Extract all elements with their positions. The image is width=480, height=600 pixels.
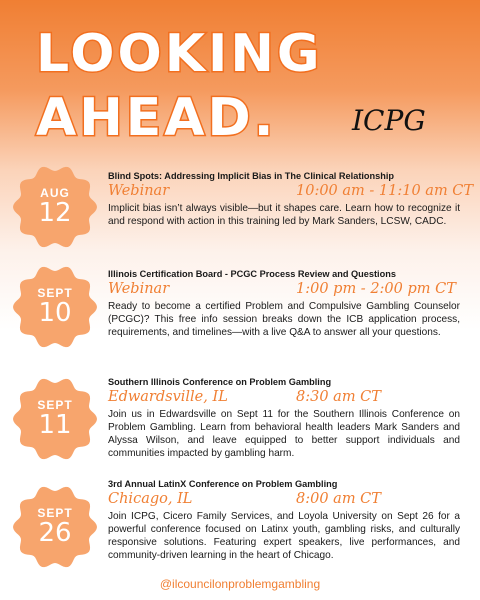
event-meta [108,280,460,300]
event-description: Ready to become a certified Problem and Compulsive Gambling Counselor (PCGC)? This free info session breaks down the ICB application process, requirements, and timelines—with a live Q&A to answer all your questions. [108,301,460,338]
event-time: 8:00 am CT [296,491,381,507]
badge-day: 10 [38,298,72,328]
event-description: Join us in Edwardsville on Sept 11 for the Southern Illinois Conference on Problem Gambling. Learn from behavioral health leaders Mark Sanders and Alyssa Wilson, and leave equipped to better support individuals and communities impacted by gambling harm. [108,409,460,459]
date-badge-sept-11 [12,376,98,462]
badge-month: AUG [40,186,70,200]
event-blind-spots [108,170,474,228]
badge-day: 26 [38,518,72,548]
event-time: 10:00 am - 11:10 am CT [296,183,474,199]
event-format: Chicago, IL [108,491,193,507]
event-meta [108,388,460,408]
headline-looking: LOOKING [36,24,323,84]
event-meta [108,490,460,510]
event-southern-illinois [108,376,460,460]
event-title: Illinois Certification Board - PCGC Process Review and Questions [108,269,396,279]
event-description: Implicit bias isn’t always visible—but it shapes care. Learn how to recognize it and respond with action in this training led by Mark Sanders, LCSW, CADC. [108,203,460,227]
event-format: Webinar [108,183,170,199]
org-wordmark: ICPG [352,104,426,137]
event-meta [108,182,474,202]
event-latinx-conference [108,478,460,562]
badge-day: 12 [38,198,72,228]
event-format: Edwardsville, IL [108,389,228,405]
event-time: 1:00 pm - 2:00 pm CT [296,281,456,297]
event-icb-pcgc [108,268,460,339]
headline-ahead: AHEAD. [36,88,277,148]
date-badge-sept-26 [12,484,98,570]
badge-month: SEPT [37,286,73,300]
event-description: Join ICPG, Cicero Family Services, and Loyola University on Sept 26 for a powerful conference focused on Latinx youth, gambling risks, and culturally responsive solutions. Featuring expert speakers, live performances, and community-driven learning in the heart of Chicago. [108,511,460,561]
social-handle: @ilcouncilonproblemgambling [159,577,321,591]
event-title: Blind Spots: Addressing Implicit Bias in The Clinical Relationship [108,171,395,181]
event-title: 3rd Annual LatinX Conference on Problem Gambling [108,479,338,489]
date-badge-sept-10 [12,264,98,350]
event-time: 8:30 am CT [296,389,381,405]
event-format: Webinar [108,281,170,297]
event-title: Southern Illinois Conference on Problem Gambling [108,377,332,387]
badge-month: SEPT [37,506,73,520]
date-badge-aug-12 [12,164,98,250]
badge-day: 11 [38,410,72,440]
badge-month: SEPT [37,398,73,412]
